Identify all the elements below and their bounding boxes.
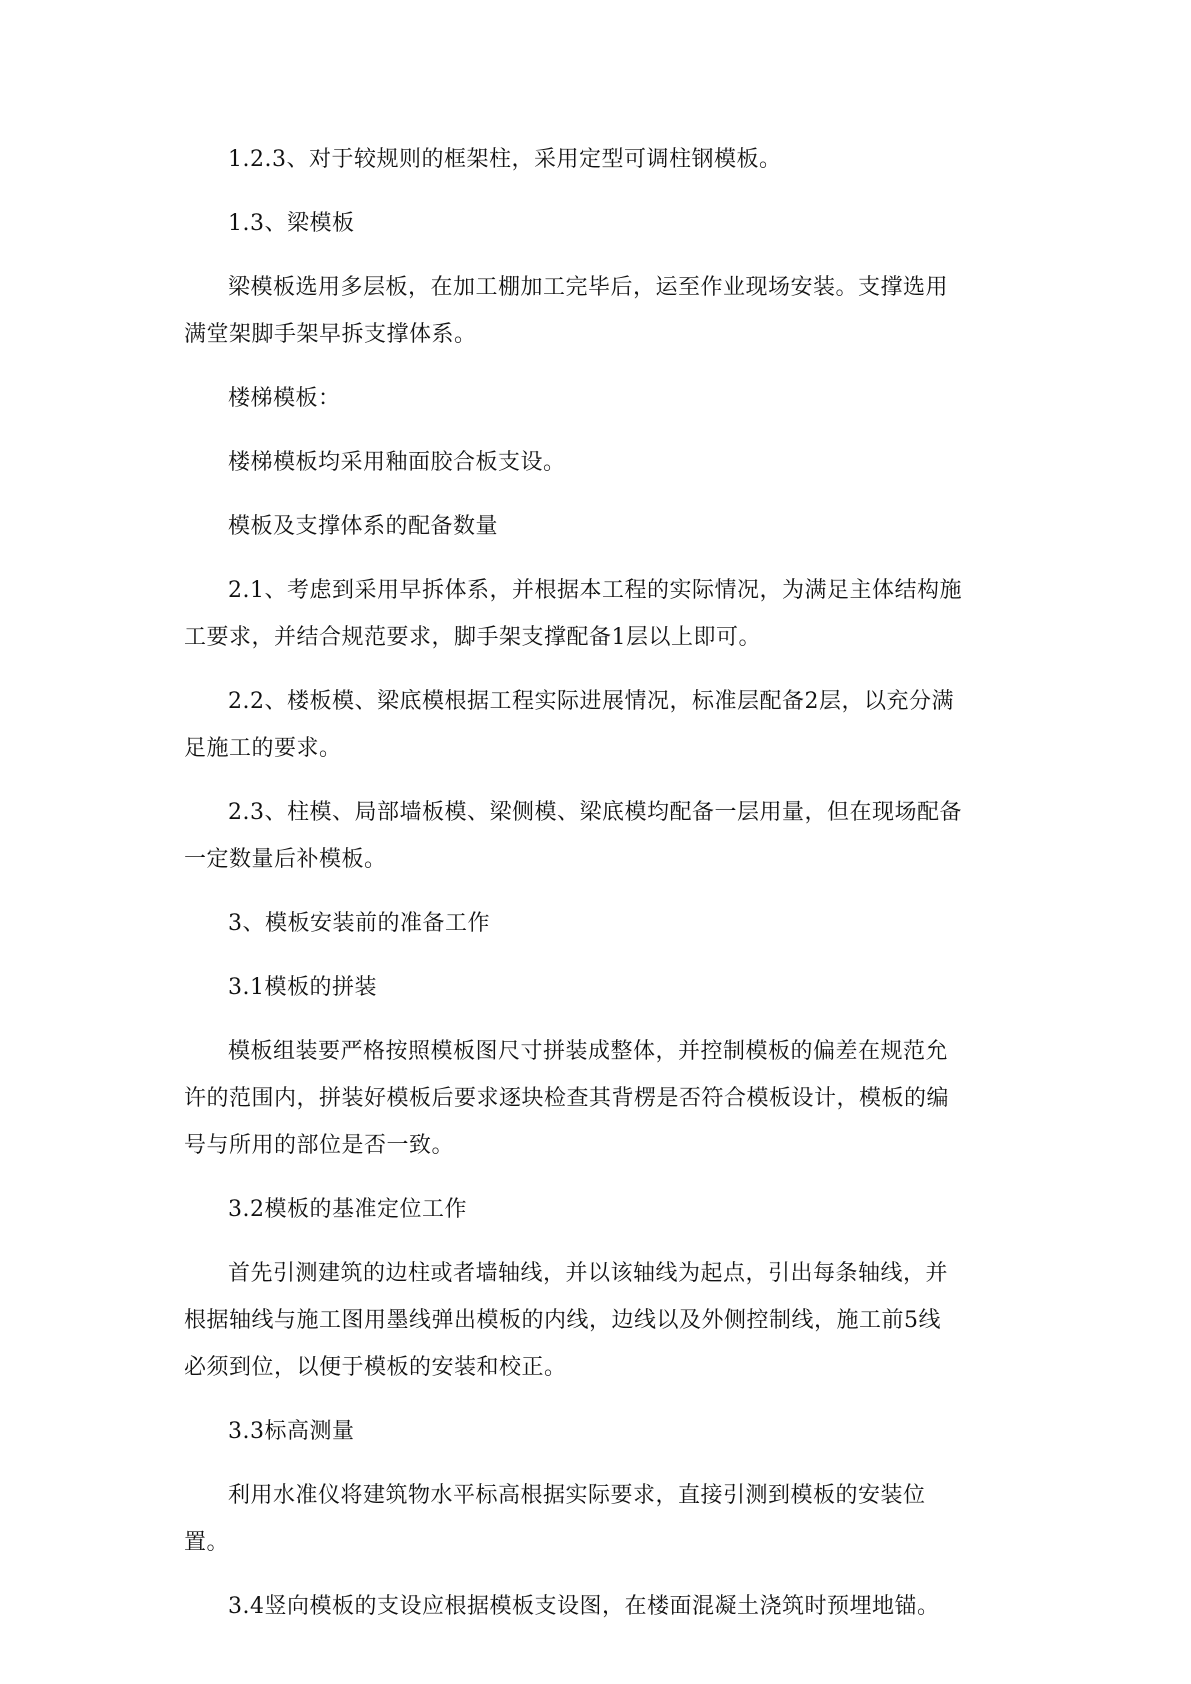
paragraph [184, 1250, 1024, 1391]
text-line: 号与所用的部位是否一致。 [184, 1133, 455, 1158]
paragraph [184, 789, 1024, 883]
text-line: 3.2模板的基准定位工作 [228, 1197, 467, 1222]
paragraph [184, 136, 1024, 183]
section-heading [184, 964, 1024, 1011]
paragraph [184, 678, 1024, 772]
text-line: 2.2、楼板模、梁底模根据工程实际进展情况，标准层配备2层，以充分满 [228, 689, 954, 714]
paragraph [184, 264, 1024, 358]
text-line: 3.1模板的拼装 [228, 975, 377, 1000]
text-line: 许的范围内，拼装好模板后要求逐块检查其背楞是否符合模板设计，模板的编 [184, 1086, 950, 1111]
text-line: 1.3、梁模板 [228, 211, 355, 236]
text-line: 工要求，并结合规范要求，脚手架支撑配备1层以上即可。 [184, 625, 761, 650]
section-heading [184, 503, 1024, 550]
text-line: 根据轴线与施工图用墨线弹出模板的内线，边线以及外侧控制线，施工前5线 [184, 1308, 941, 1333]
text-line: 1.2.3、对于较规则的框架柱，采用定型可调柱钢模板。 [228, 147, 782, 172]
section-heading [184, 1186, 1024, 1233]
text-line: 3、模板安装前的准备工作 [228, 911, 490, 936]
section-heading [184, 375, 1024, 422]
text-line: 模板及支撑体系的配备数量 [228, 514, 499, 539]
text-line: 模板组装要严格按照模板图尺寸拼装成整体，并控制模板的偏差在规范允 [228, 1039, 949, 1064]
text-line: 首先引测建筑的边柱或者墙轴线，并以该轴线为起点，引出每条轴线，并 [228, 1261, 949, 1286]
text-line: 必须到位，以便于模板的安装和校正。 [184, 1355, 567, 1380]
paragraph [184, 1472, 1024, 1566]
text-line: 梁模板选用多层板，在加工棚加工完毕后，运至作业现场安装。支撑选用 [228, 275, 949, 300]
paragraph [184, 567, 1024, 661]
text-line: 利用水准仪将建筑物水平标高根据实际要求，直接引测到模板的安装位 [228, 1483, 926, 1508]
section-heading [184, 1408, 1024, 1455]
text-line: 一定数量后补模板。 [184, 847, 387, 872]
text-line: 3.4竖向模板的支设应根据模板支设图，在楼面混凝土浇筑时预埋地锚。 [228, 1594, 940, 1619]
paragraph [184, 1583, 1024, 1630]
text-line: 2.3、柱模、局部墙板模、梁侧模、梁底模均配备一层用量，但在现场配备 [228, 800, 962, 825]
text-line: 置。 [184, 1530, 230, 1555]
text-line: 足施工的要求。 [184, 736, 342, 761]
text-line: 楼梯模板： [228, 386, 341, 411]
text-line: 楼梯模板均采用釉面胶合板支设。 [228, 450, 566, 475]
text-line: 2.1、考虑到采用早拆体系，并根据本工程的实际情况，为满足主体结构施 [228, 578, 962, 603]
paragraph [184, 1028, 1024, 1169]
section-heading [184, 900, 1024, 947]
text-line: 3.3标高测量 [228, 1419, 355, 1444]
document-body [184, 136, 1024, 1630]
text-line: 满堂架脚手架早拆支撑体系。 [184, 322, 477, 347]
section-heading [184, 200, 1024, 247]
paragraph [184, 439, 1024, 486]
